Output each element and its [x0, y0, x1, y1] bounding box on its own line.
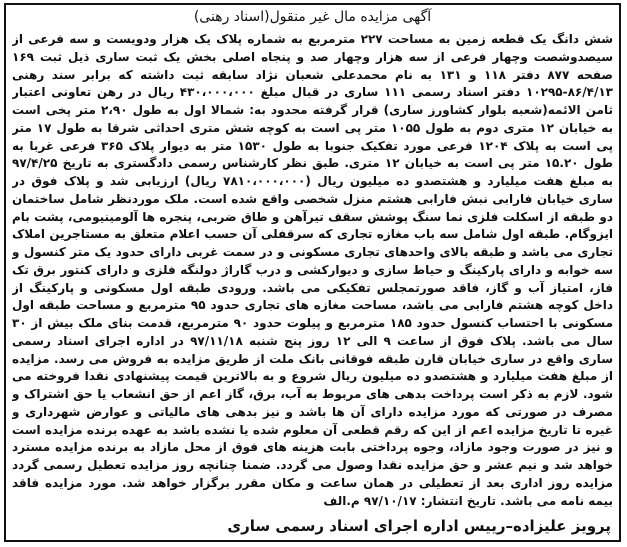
notice-frame	[4, 3, 621, 542]
notice-signature: پرویز علیزاده–رییس اداره اجرای اسناد رسمی ساری	[227, 517, 611, 535]
notice-title: آگهی مزایده مال غیر منقول(اسناد رهنی)	[193, 9, 432, 25]
notice-body: شش دانگ یک قطعه زمین به مساحت ۲۲۷ مترمربع به شماره پلاک یک هزار ودویست و سه فرعی از سیصدوشصت وچهار فرعی از سه هزار وچهار صد و پنجاه اصلی بخش یک ثبت ساری ذیل ثبت ۱۶۹ صفحه ۸۷۷ دفتر ۱۱۸ و ۱۳۱ به نام محمدعلی شعبان نژاد سابقه ثبت داشته که برابر سند رهنی ۸۶/۴/۱۳-۱۰۲۹۵ دفتر اسناد رسمی ۱۱۱ ساری در قبال مبلغ ۴۳۰،۰۰۰،۰۰۰ ریال در رهن تعاونی اعتبار ثامن الائمه(شعبه بلوار کشاورز ساری) قرار گرفته محدود به: شمالا اول به طول ۲،۹۰ متر پخی است به خیابان ۱۲ متری دوم به طول ۱۰۵۵ متر پی است به کوچه شش متری احداثی شرقا به طول ۱۷ متر پی است به پلاک ۱۲۰۴ فرعی مورد تفکیک جنوبا به طول ۱۵۳۰ متر به دیوار پلاک ۳۶۵ فرعی غربا به طول ۱۵.۲۰ متر پی است به خیابان ۱۲ متری. طبق نظر کارشناس رسمی دادگستری به تاریخ ۹۷/۴/۲۵ به مبلغ هفت میلیارد و هشتصدو ده میلیون ریال (۷۸۱۰،۰۰۰،۰۰۰ ریال) ارزیابی شد و پلاک فوق در ساری خیابان فارابی نبش فارابی هشتم منزل شخصی واقع شده است. ملک موردنظر شامل ساختمان دو طبقه از اسکلت فلزی نما سنگ پوشش سقف تیرآهن و طاق ضربی، پنجره ها آلومینیومی، پشت بام ایزوگام. طبقه اول شامل سه باب مغازه تجاری که سرقفلی آن حسب اعلام متعلق به مستاجرین املاک تجاری می باشد و طبقه بالای واحدهای تجاری مسکونی و در سمت غربی دارای حدود یک متر کنسول و سه خوابه و دارای پارکینگ و حیاط سازی و دیوارکشی و درب گاراژ دولنگه فلزی و دارای کنتور برق تک فاز، امتیاز آب و گاز، فاقد صورتمجلس تفکیکی می باشد. ورودی طبقه اول مسکونی و پارکینگ از داخل کوچه هشتم فارابی می باشد، مساحت مغازه های تجاری حدود ۹۵ مترمربع و مساحت طبقه اول مسکونی با احتساب کنسول حدود ۱۸۵ مترمربع و پیلوت حدود ۹۰ مترمربع، قدمت بنای ملک بیش از ۳۰ سال می باشد. پلاک فوق از ساعت ۹ الی ۱۲ روز پنج شنبه ۹۷/۱۱/۱۸ در اداره اجرای اسناد رسمی ساری واقع در ساری خیابان قارن طبقه فوقانی بانک ملت از طریق مزایده به فروش می رسد. مزایده از مبلغ هفت میلیارد و هشتصدو ده میلیون ریال شروع و به بالاترین قیمت پیشنهادی نقدا فروخته می شود. لازم به ذکر است پرداخت بدهی های مربوط به آب، برق، گاز اعم از حق انشعاب یا حق اشتراک و مصرف در صورتی که مورد مزایده دارای آن ها باشد و نیز بدهی های مالیاتی و عوارض شهرداری و غیره تا تاریخ مزایده اعم از این که رقم قطعی آن معلوم شده یا نشده باشد به عهده برنده مزایده است و نیز در صورت وجود مازاد، وجوه پرداختی بابت هزینه های فوق از محل مازاد به برنده مزایده مسترد خواهد شد و نیم عشر و حق مزایده نقدا وصول می گردد. ضمنا چنانچه روز مزایده تعطیل رسمی گردد مزایده روز اداری بعد از تعطیلی در همان ساعت و مکان مقرر برگزار خواهد شد. مورد مزایده فاقد بیمه نامه می باشد. تاریخ انتشار: ۹۷/۱۰/۱۷ م.الف	[12, 32, 613, 508]
